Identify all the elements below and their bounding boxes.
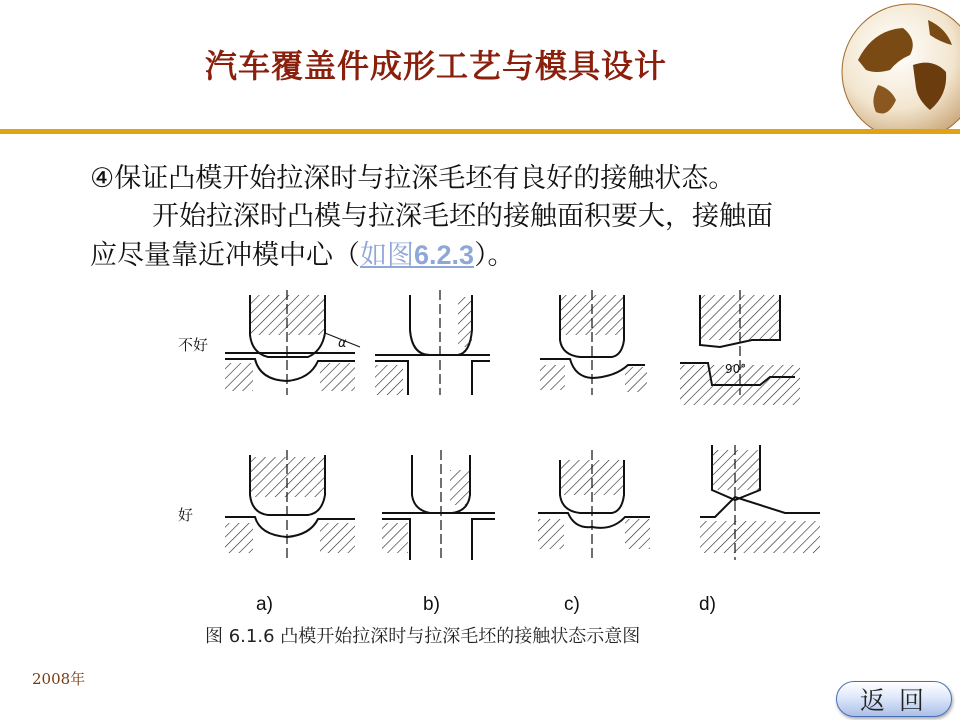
paragraph-2: [90, 236, 910, 275]
diagram-b-good: [382, 450, 495, 560]
figure-link[interactable]: 如图6.2.3: [360, 240, 475, 271]
paragraph-1: 开始拉深时凸模与拉深毛坯的接触面积要大，接触面: [152, 201, 773, 232]
diagram-c-good: [538, 450, 650, 560]
diagram-c-bad: [540, 290, 647, 395]
diagram-d-good: [700, 445, 820, 560]
year-label: 2008年: [32, 670, 86, 688]
sub-label-d: d): [699, 594, 716, 615]
sub-label-a: a): [256, 594, 273, 615]
figure-caption: 图 6.1.6 凸模开始拉深时与拉深毛坯的接触状态示意图: [205, 626, 641, 647]
body-text: [90, 160, 910, 275]
sub-label-c: c): [564, 594, 580, 615]
row-label-good: 好: [178, 506, 194, 524]
angle-90: 90°: [725, 362, 747, 376]
diagram-b-bad: [375, 290, 490, 395]
diagram-d-bad: [680, 290, 800, 405]
paragraph-2-post: ）。: [474, 240, 515, 271]
diagram-a-good: [225, 450, 355, 560]
globe-icon: [818, 0, 960, 134]
angle-alpha: α: [338, 336, 347, 351]
row-label-bad: 不好: [178, 336, 209, 354]
contact-state-figure: [160, 285, 840, 585]
figure-sub-labels: [0, 594, 960, 620]
course-title: 汽车覆盖件成形工艺与模具设计: [205, 47, 668, 85]
back-button[interactable]: 返回: [836, 681, 952, 717]
title-rule: [0, 129, 960, 134]
point-heading: ④保证凸模开始拉深时与拉深毛坯有良好的接触状态。: [90, 163, 736, 194]
paragraph-2-pre: 应尽量靠近冲模中心（: [90, 240, 360, 271]
diagram-a-bad: [225, 290, 360, 395]
sub-label-b: b): [423, 594, 440, 615]
